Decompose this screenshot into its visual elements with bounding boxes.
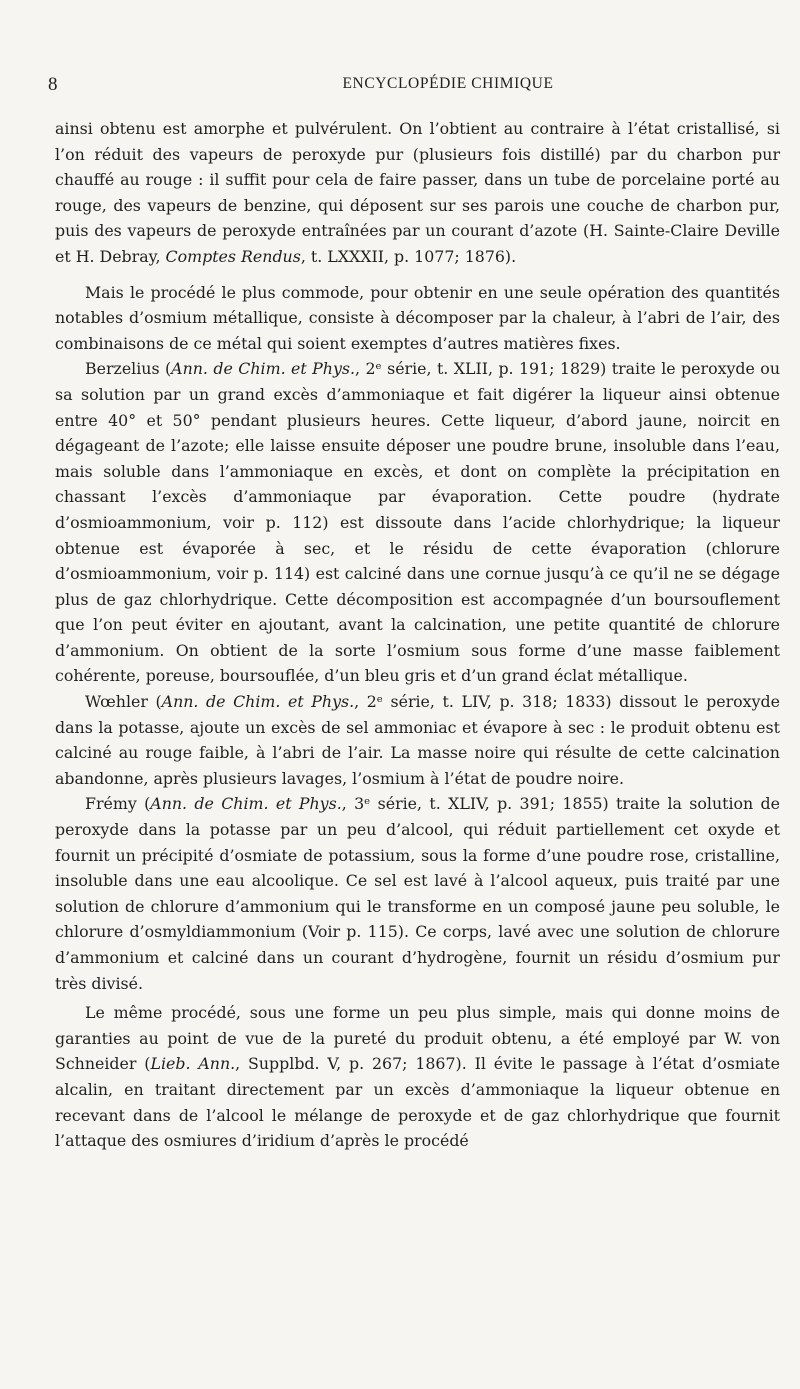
paragraph-text: ainsi obtenu est amorphe et pulvérulent. On l’obtient au contraire à l’état cristallisé, si l’on réduit des vapeurs de peroxyde pur (plusieurs fois distillé) par du charbon pur chauffé au rouge : il suffit pour cela de faire passer, dans un tube de porcelaine porté au rouge, des vapeurs de benzine, qui déposent sur ses parois une couche de charbon pur, puis des vapeurs de peroxyde entraînées par un courant d’azote (H. Sainte-Claire Deville et H. Debray, <box>55 119 780 266</box>
citation-journal: Ann. de Chim. et Phys. <box>161 692 355 712</box>
paragraph-woehler <box>55 689 780 791</box>
page-header <box>48 74 780 100</box>
paragraph-text: , 3ᵉ série, t. XLIV, p. 391; 1855) traite la solution de peroxyde dans la potasse par un peu d’alcool, qui réduit partiellement cet oxyde et fournit un précipité d’osmiate de potassium, sous la forme d’une poudre rose, cristalline, insoluble dans une eau alcoolique. Ce sel est lavé à l’alcool aqueux, puis traité par une solution de chlorure d’ammonium qui le transforme en un composé jaune peu soluble, le chlorure d’osmyldiammonium (Voir p. 115). Ce corps, lavé avec une solution de chlorure d’ammonium et calciné dans un courant d’hydrogène, fournit un résidu d’osmium pur très divisé. <box>55 794 781 993</box>
citation-journal: Lieb. Ann. <box>150 1054 236 1074</box>
author-name: Wœhler ( <box>85 692 162 712</box>
paragraph-method-intro <box>55 280 780 357</box>
author-name: Frémy ( <box>85 794 151 814</box>
paragraph-fremy <box>55 791 780 996</box>
paragraph-text: Mais le procédé le plus commode, pour obtenir en une seule opération des quantités notables d’osmium métallique, consiste à décomposer par la chaleur, à l’abri de l’air, des combinaisons de ce métal qui soient exemptes d’autres matières fixes. <box>55 282 780 353</box>
paragraph-text: , Supplbd. V, p. 267; 1867). Il évite le passage à l’état d’osmiate alcalin, en traitant directement par un excès d’ammoniaque la liqueur obtenue en recevant dans de l’alcool le mélange de peroxyde et de gaz chlorhydrique que fournit l’attaque des osmiures d’iridium d’après le procédé <box>55 1054 780 1151</box>
citation-journal: Ann. de Chim. et Phys. <box>150 794 342 814</box>
running-title: ENCYCLOPÉDIE CHIMIQUE <box>342 75 554 92</box>
citation-journal: Ann. de Chim. et Phys. <box>171 359 356 379</box>
paragraph-berzelius <box>55 356 780 689</box>
citation-details: , t. LXXXII, p. 1077; 1876). <box>300 246 517 266</box>
paragraph-text: , 2ᵉ série, t. XLII, p. 191; 1829) traite le peroxyde ou sa solution par un grand excès d’ammoniaque et fait digérer la liqueur ainsi obtenue entre 40° et 50° pendant plusieurs heures. Cette liqueur, d’abord jaune, noircit en dégageant de l’azote; elle laisse ensuite déposer une poudre brune, insoluble dans l’eau, mais soluble dans l’ammoniaque en excès, et dont on complète la précipitation en chassant l’excès d’ammoniaque par évaporation. Cette poudre (hydrate d’osmioammonium, voir p. 112) est dissoute dans l’acide chlorhydrique; la liqueur obtenue est évaporée à sec, et le résidu de cette évaporation (chlorure d’osmioammonium, voir p. 114) est calciné dans une cornue jusqu’à ce qu’il ne se dégage plus de gaz chlorhydrique. Cette décomposition est accompagnée d’un boursouflement que l’on peut éviter en ajoutant, avant la calcination, une petite quantité de chlorure d’ammonium. On obtient de la sorte l’osmium sous forme d’une masse faiblement cohérente, poreuse, boursouflée, d’un bleu gris et d’un grand éclat métallique. <box>55 359 780 686</box>
paragraph-continuation <box>55 116 780 270</box>
page-number: 8 <box>48 74 58 95</box>
paragraph-text: Le même procédé, sous une forme un peu plus simple, mais qui donne moins de garanties au point de vue de la pureté du produit obtenu, a été employé par W. von Schneider ( <box>55 1003 780 1074</box>
citation-journal: Comptes Rendus <box>165 246 301 266</box>
paragraph-text: , 2ᵉ série, t. LIV, p. 318; 1833) dissout le peroxyde dans la potasse, ajoute un excès de sel ammoniac et évapore à sec : le produit obtenu est calciné au rouge faible, à l’abri de l’air. La masse noire qui résulte de cette calcination abandonne, après plusieurs lavages, l’osmium à l’état de poudre noire. <box>55 692 780 788</box>
paragraph-schneider <box>55 1000 780 1154</box>
author-name: Berzelius ( <box>85 359 172 379</box>
body-text <box>55 116 780 1154</box>
